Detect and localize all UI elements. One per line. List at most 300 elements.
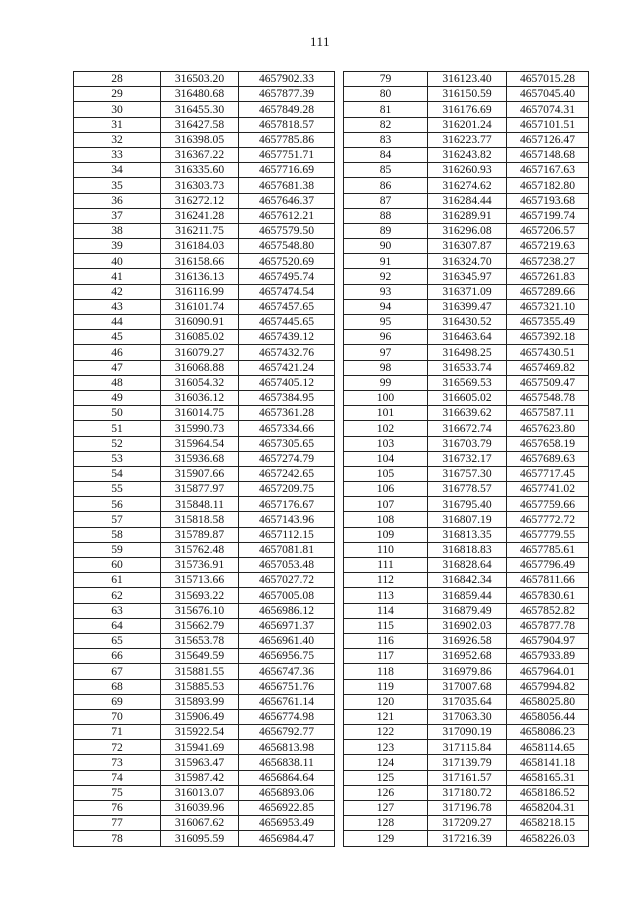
- x-coordinate-cell: 316289.91: [428, 208, 507, 223]
- table-row: [344, 193, 589, 208]
- x-coordinate-cell: 315662.79: [161, 618, 239, 633]
- point-number-cell: 83: [344, 132, 428, 147]
- table-row: [344, 618, 589, 633]
- point-number-cell: 126: [344, 785, 428, 800]
- point-number-cell: 82: [344, 117, 428, 132]
- x-coordinate-cell: 316241.28: [161, 208, 239, 223]
- point-number-cell: 63: [74, 603, 161, 618]
- table-row: [74, 436, 335, 451]
- point-number-cell: 86: [344, 178, 428, 193]
- point-number-cell: 118: [344, 664, 428, 679]
- table-row: [74, 740, 335, 755]
- point-number-cell: 39: [74, 239, 161, 254]
- y-coordinate-cell: 4657877.39: [239, 87, 335, 102]
- y-coordinate-cell: 4657495.74: [239, 269, 335, 284]
- x-coordinate-cell: 316324.70: [428, 254, 507, 269]
- page-number: 111: [309, 34, 331, 49]
- table-row: [74, 512, 335, 527]
- y-coordinate-cell: 4657074.31: [507, 102, 589, 117]
- x-coordinate-cell: 316902.03: [428, 618, 507, 633]
- y-coordinate-cell: 4656971.37: [239, 618, 335, 633]
- y-coordinate-cell: 4657143.96: [239, 512, 335, 527]
- table-row: [344, 117, 589, 132]
- point-number-cell: 120: [344, 694, 428, 709]
- x-coordinate-cell: 316211.75: [161, 223, 239, 238]
- table-row: [74, 375, 335, 390]
- table-row: [344, 785, 589, 800]
- x-coordinate-cell: 316101.74: [161, 299, 239, 314]
- y-coordinate-cell: 4657053.48: [239, 558, 335, 573]
- table-row: [74, 542, 335, 557]
- point-number-cell: 81: [344, 102, 428, 117]
- y-coordinate-cell: 4657261.83: [507, 269, 589, 284]
- point-number-cell: 54: [74, 466, 161, 481]
- x-coordinate-cell: 316859.44: [428, 588, 507, 603]
- x-coordinate-cell: 316503.20: [161, 72, 239, 87]
- point-number-cell: 56: [74, 497, 161, 512]
- y-coordinate-cell: 4657045.40: [507, 87, 589, 102]
- x-coordinate-cell: 315736.91: [161, 558, 239, 573]
- point-number-cell: 70: [74, 709, 161, 724]
- table-row: [344, 831, 589, 846]
- table-row: [74, 390, 335, 405]
- table-row: [344, 315, 589, 330]
- table-row: [74, 801, 335, 816]
- point-number-cell: 112: [344, 573, 428, 588]
- y-coordinate-cell: 4656922.85: [239, 801, 335, 816]
- point-number-cell: 32: [74, 132, 161, 147]
- x-coordinate-cell: 316013.07: [161, 785, 239, 800]
- table-row: [74, 573, 335, 588]
- point-number-cell: 78: [74, 831, 161, 846]
- table-row: [74, 223, 335, 238]
- table-row: [74, 497, 335, 512]
- point-number-cell: 80: [344, 87, 428, 102]
- y-coordinate-cell: 4657101.51: [507, 117, 589, 132]
- x-coordinate-cell: 316176.69: [428, 102, 507, 117]
- table-row: [74, 466, 335, 481]
- x-coordinate-cell: 316335.60: [161, 163, 239, 178]
- x-coordinate-cell: 316274.62: [428, 178, 507, 193]
- point-number-cell: 76: [74, 801, 161, 816]
- point-number-cell: 61: [74, 573, 161, 588]
- table-row: [344, 664, 589, 679]
- table-row: [344, 299, 589, 314]
- x-coordinate-cell: 316732.17: [428, 451, 507, 466]
- x-coordinate-cell: 315941.69: [161, 740, 239, 755]
- y-coordinate-cell: 4657548.78: [507, 390, 589, 405]
- y-coordinate-cell: 4657199.74: [507, 208, 589, 223]
- x-coordinate-cell: 316054.32: [161, 375, 239, 390]
- y-coordinate-cell: 4657469.82: [507, 360, 589, 375]
- x-coordinate-cell: 316260.93: [428, 163, 507, 178]
- y-coordinate-cell: 4657474.54: [239, 284, 335, 299]
- x-coordinate-cell: 316123.40: [428, 72, 507, 87]
- x-coordinate-cell: 317139.79: [428, 755, 507, 770]
- x-coordinate-cell: 316184.03: [161, 239, 239, 254]
- point-number-cell: 38: [74, 223, 161, 238]
- table-row: [344, 132, 589, 147]
- point-number-cell: 121: [344, 709, 428, 724]
- y-coordinate-cell: 4657176.67: [239, 497, 335, 512]
- x-coordinate-cell: 316605.02: [428, 390, 507, 405]
- table-row: [344, 633, 589, 648]
- table-row: [74, 649, 335, 664]
- point-number-cell: 94: [344, 299, 428, 314]
- table-row: [74, 102, 335, 117]
- y-coordinate-cell: 4657646.37: [239, 193, 335, 208]
- x-coordinate-cell: 316813.35: [428, 527, 507, 542]
- y-coordinate-cell: 4657689.63: [507, 451, 589, 466]
- table-row: [74, 117, 335, 132]
- point-number-cell: 36: [74, 193, 161, 208]
- y-coordinate-cell: 4657193.68: [507, 193, 589, 208]
- table-row: [74, 451, 335, 466]
- table-row: [344, 254, 589, 269]
- table-row: [344, 102, 589, 117]
- point-number-cell: 95: [344, 315, 428, 330]
- y-coordinate-cell: 4657548.80: [239, 239, 335, 254]
- point-number-cell: 99: [344, 375, 428, 390]
- point-number-cell: 68: [74, 679, 161, 694]
- table-row: [74, 633, 335, 648]
- table-row: [344, 269, 589, 284]
- y-coordinate-cell: 4657877.78: [507, 618, 589, 633]
- y-coordinate-cell: 4657818.57: [239, 117, 335, 132]
- table-row: [344, 755, 589, 770]
- point-number-cell: 113: [344, 588, 428, 603]
- x-coordinate-cell: 316427.58: [161, 117, 239, 132]
- y-coordinate-cell: 4657238.27: [507, 254, 589, 269]
- x-coordinate-cell: 316014.75: [161, 406, 239, 421]
- y-coordinate-cell: 4656864.64: [239, 770, 335, 785]
- point-number-cell: 98: [344, 360, 428, 375]
- x-coordinate-cell: 316150.59: [428, 87, 507, 102]
- table-row: [74, 330, 335, 345]
- x-coordinate-cell: 317180.72: [428, 785, 507, 800]
- x-coordinate-cell: 316158.66: [161, 254, 239, 269]
- table-row: [344, 588, 589, 603]
- y-coordinate-cell: 4657182.80: [507, 178, 589, 193]
- point-number-cell: 85: [344, 163, 428, 178]
- x-coordinate-cell: 316498.25: [428, 345, 507, 360]
- point-number-cell: 90: [344, 239, 428, 254]
- y-coordinate-cell: 4657148.68: [507, 147, 589, 162]
- y-coordinate-cell: 4657811.66: [507, 573, 589, 588]
- point-number-cell: 29: [74, 87, 161, 102]
- y-coordinate-cell: 4657405.12: [239, 375, 335, 390]
- x-coordinate-cell: 316979.86: [428, 664, 507, 679]
- x-coordinate-cell: 316828.64: [428, 558, 507, 573]
- y-coordinate-cell: 4657741.02: [507, 482, 589, 497]
- x-coordinate-cell: 315881.55: [161, 664, 239, 679]
- table-row: [344, 694, 589, 709]
- x-coordinate-cell: 316223.77: [428, 132, 507, 147]
- x-coordinate-cell: 316079.27: [161, 345, 239, 360]
- y-coordinate-cell: 4657355.49: [507, 315, 589, 330]
- table-row: [344, 816, 589, 831]
- table-row: [344, 390, 589, 405]
- x-coordinate-cell: 316569.53: [428, 375, 507, 390]
- x-coordinate-cell: 315818.58: [161, 512, 239, 527]
- y-coordinate-cell: 4657830.61: [507, 588, 589, 603]
- point-number-cell: 33: [74, 147, 161, 162]
- y-coordinate-cell: 4657623.80: [507, 421, 589, 436]
- y-coordinate-cell: 4657274.79: [239, 451, 335, 466]
- y-coordinate-cell: 4657796.49: [507, 558, 589, 573]
- y-coordinate-cell: 4657520.69: [239, 254, 335, 269]
- point-number-cell: 75: [74, 785, 161, 800]
- point-number-cell: 50: [74, 406, 161, 421]
- point-number-cell: 57: [74, 512, 161, 527]
- table-row: [74, 254, 335, 269]
- point-number-cell: 28: [74, 72, 161, 87]
- point-number-cell: 30: [74, 102, 161, 117]
- table-row: [74, 315, 335, 330]
- y-coordinate-cell: 4657933.89: [507, 649, 589, 664]
- x-coordinate-cell: 315649.59: [161, 649, 239, 664]
- x-coordinate-cell: 316095.59: [161, 831, 239, 846]
- y-coordinate-cell: 4658218.15: [507, 816, 589, 831]
- table-row: [344, 466, 589, 481]
- point-number-cell: 119: [344, 679, 428, 694]
- x-coordinate-cell: 315877.97: [161, 482, 239, 497]
- y-coordinate-cell: 4657305.65: [239, 436, 335, 451]
- x-coordinate-cell: 315963.47: [161, 755, 239, 770]
- table-row: [344, 512, 589, 527]
- table-row: [74, 360, 335, 375]
- y-coordinate-cell: 4657904.97: [507, 633, 589, 648]
- x-coordinate-cell: 317196.78: [428, 801, 507, 816]
- table-row: [344, 603, 589, 618]
- y-coordinate-cell: 4657005.08: [239, 588, 335, 603]
- x-coordinate-cell: 315964.54: [161, 436, 239, 451]
- y-coordinate-cell: 4657994.82: [507, 679, 589, 694]
- table-row: [344, 178, 589, 193]
- table-row: [74, 664, 335, 679]
- x-coordinate-cell: 315848.11: [161, 497, 239, 512]
- y-coordinate-cell: 4656956.75: [239, 649, 335, 664]
- y-coordinate-cell: 4658186.52: [507, 785, 589, 800]
- table-row: [74, 588, 335, 603]
- y-coordinate-cell: 4657392.18: [507, 330, 589, 345]
- point-number-cell: 102: [344, 421, 428, 436]
- table-row: [74, 618, 335, 633]
- x-coordinate-cell: 316371.09: [428, 284, 507, 299]
- x-coordinate-cell: 316367.22: [161, 147, 239, 162]
- point-number-cell: 88: [344, 208, 428, 223]
- x-coordinate-cell: 317209.27: [428, 816, 507, 831]
- table-row: [74, 208, 335, 223]
- point-number-cell: 107: [344, 497, 428, 512]
- y-coordinate-cell: 4657209.75: [239, 482, 335, 497]
- point-number-cell: 106: [344, 482, 428, 497]
- table-row: [344, 360, 589, 375]
- point-number-cell: 122: [344, 725, 428, 740]
- y-coordinate-cell: 4657849.28: [239, 102, 335, 117]
- point-number-cell: 93: [344, 284, 428, 299]
- table-row: [74, 770, 335, 785]
- y-coordinate-cell: 4657242.65: [239, 466, 335, 481]
- table-row: [344, 573, 589, 588]
- y-coordinate-cell: 4656953.49: [239, 816, 335, 831]
- y-coordinate-cell: 4657334.66: [239, 421, 335, 436]
- x-coordinate-cell: 316296.08: [428, 223, 507, 238]
- y-coordinate-cell: 4656984.47: [239, 831, 335, 846]
- table-row: [74, 421, 335, 436]
- x-coordinate-cell: 315936.68: [161, 451, 239, 466]
- point-number-cell: 108: [344, 512, 428, 527]
- table-row: [344, 451, 589, 466]
- point-number-cell: 103: [344, 436, 428, 451]
- point-number-cell: 79: [344, 72, 428, 87]
- point-number-cell: 52: [74, 436, 161, 451]
- point-number-cell: 55: [74, 482, 161, 497]
- point-number-cell: 64: [74, 618, 161, 633]
- x-coordinate-cell: 316303.73: [161, 178, 239, 193]
- point-number-cell: 105: [344, 466, 428, 481]
- y-coordinate-cell: 4657015.28: [507, 72, 589, 87]
- y-coordinate-cell: 4656761.14: [239, 694, 335, 709]
- y-coordinate-cell: 4657081.81: [239, 542, 335, 557]
- y-coordinate-cell: 4658204.31: [507, 801, 589, 816]
- table-row: [344, 770, 589, 785]
- x-coordinate-cell: 316639.62: [428, 406, 507, 421]
- y-coordinate-cell: 4657759.66: [507, 497, 589, 512]
- point-number-cell: 59: [74, 542, 161, 557]
- table-row: [74, 482, 335, 497]
- table-row: [344, 87, 589, 102]
- y-coordinate-cell: 4658056.44: [507, 709, 589, 724]
- table-row: [74, 178, 335, 193]
- table-row: [74, 785, 335, 800]
- point-number-cell: 69: [74, 694, 161, 709]
- x-coordinate-cell: 316307.87: [428, 239, 507, 254]
- table-row: [344, 482, 589, 497]
- y-coordinate-cell: 4657361.28: [239, 406, 335, 421]
- point-number-cell: 89: [344, 223, 428, 238]
- point-number-cell: 34: [74, 163, 161, 178]
- point-number-cell: 72: [74, 740, 161, 755]
- table-row: [74, 87, 335, 102]
- y-coordinate-cell: 4656893.06: [239, 785, 335, 800]
- point-number-cell: 67: [74, 664, 161, 679]
- x-coordinate-cell: 316399.47: [428, 299, 507, 314]
- point-number-cell: 116: [344, 633, 428, 648]
- point-number-cell: 100: [344, 390, 428, 405]
- table-row: [344, 239, 589, 254]
- table-row: [344, 558, 589, 573]
- y-coordinate-cell: 4657612.21: [239, 208, 335, 223]
- table-row: [74, 269, 335, 284]
- point-number-cell: 127: [344, 801, 428, 816]
- x-coordinate-cell: 316068.88: [161, 360, 239, 375]
- y-coordinate-cell: 4657779.55: [507, 527, 589, 542]
- y-coordinate-cell: 4657852.82: [507, 603, 589, 618]
- point-number-cell: 96: [344, 330, 428, 345]
- y-coordinate-cell: 4657716.69: [239, 163, 335, 178]
- y-coordinate-cell: 4658025.80: [507, 694, 589, 709]
- point-number-cell: 117: [344, 649, 428, 664]
- y-coordinate-cell: 4658114.65: [507, 740, 589, 755]
- table-row: [344, 330, 589, 345]
- point-number-cell: 35: [74, 178, 161, 193]
- y-coordinate-cell: 4656838.11: [239, 755, 335, 770]
- table-row: [344, 208, 589, 223]
- point-number-cell: 97: [344, 345, 428, 360]
- table-row: [74, 147, 335, 162]
- x-coordinate-cell: 316039.96: [161, 801, 239, 816]
- table-row: [344, 406, 589, 421]
- table-row: [344, 223, 589, 238]
- point-number-cell: 66: [74, 649, 161, 664]
- point-number-cell: 114: [344, 603, 428, 618]
- x-coordinate-cell: 315885.53: [161, 679, 239, 694]
- x-coordinate-cell: 316201.24: [428, 117, 507, 132]
- table-row: [74, 345, 335, 360]
- point-number-cell: 84: [344, 147, 428, 162]
- point-number-cell: 48: [74, 375, 161, 390]
- x-coordinate-cell: 315762.48: [161, 542, 239, 557]
- point-number-cell: 43: [74, 299, 161, 314]
- y-coordinate-cell: 4657430.51: [507, 345, 589, 360]
- y-coordinate-cell: 4657421.24: [239, 360, 335, 375]
- point-number-cell: 124: [344, 755, 428, 770]
- y-coordinate-cell: 4657579.50: [239, 223, 335, 238]
- point-number-cell: 31: [74, 117, 161, 132]
- coordinates-table-left: [73, 71, 335, 847]
- table-row: [344, 527, 589, 542]
- point-number-cell: 115: [344, 618, 428, 633]
- y-coordinate-cell: 4656813.98: [239, 740, 335, 755]
- table-row: [344, 542, 589, 557]
- x-coordinate-cell: 316116.99: [161, 284, 239, 299]
- x-coordinate-cell: 315906.49: [161, 709, 239, 724]
- y-coordinate-cell: 4658165.31: [507, 770, 589, 785]
- point-number-cell: 109: [344, 527, 428, 542]
- x-coordinate-cell: 316272.12: [161, 193, 239, 208]
- y-coordinate-cell: 4658226.03: [507, 831, 589, 846]
- point-number-cell: 44: [74, 315, 161, 330]
- x-coordinate-cell: 317007.68: [428, 679, 507, 694]
- point-number-cell: 42: [74, 284, 161, 299]
- point-number-cell: 110: [344, 542, 428, 557]
- table-body-left: [74, 72, 335, 847]
- y-coordinate-cell: 4658141.18: [507, 755, 589, 770]
- table-row: [74, 406, 335, 421]
- table-row: [74, 284, 335, 299]
- y-coordinate-cell: 4657289.66: [507, 284, 589, 299]
- x-coordinate-cell: 316672.74: [428, 421, 507, 436]
- table-row: [74, 816, 335, 831]
- y-coordinate-cell: 4656774.98: [239, 709, 335, 724]
- y-coordinate-cell: 4657751.71: [239, 147, 335, 162]
- point-number-cell: 123: [344, 740, 428, 755]
- table-row: [344, 436, 589, 451]
- table-row: [344, 740, 589, 755]
- x-coordinate-cell: 316430.52: [428, 315, 507, 330]
- y-coordinate-cell: 4657587.11: [507, 406, 589, 421]
- y-coordinate-cell: 4657167.63: [507, 163, 589, 178]
- table-row: [344, 801, 589, 816]
- x-coordinate-cell: 317090.19: [428, 725, 507, 740]
- x-coordinate-cell: 315789.87: [161, 527, 239, 542]
- table-row: [344, 147, 589, 162]
- table-row: [74, 193, 335, 208]
- point-number-cell: 77: [74, 816, 161, 831]
- x-coordinate-cell: 316818.83: [428, 542, 507, 557]
- point-number-cell: 129: [344, 831, 428, 846]
